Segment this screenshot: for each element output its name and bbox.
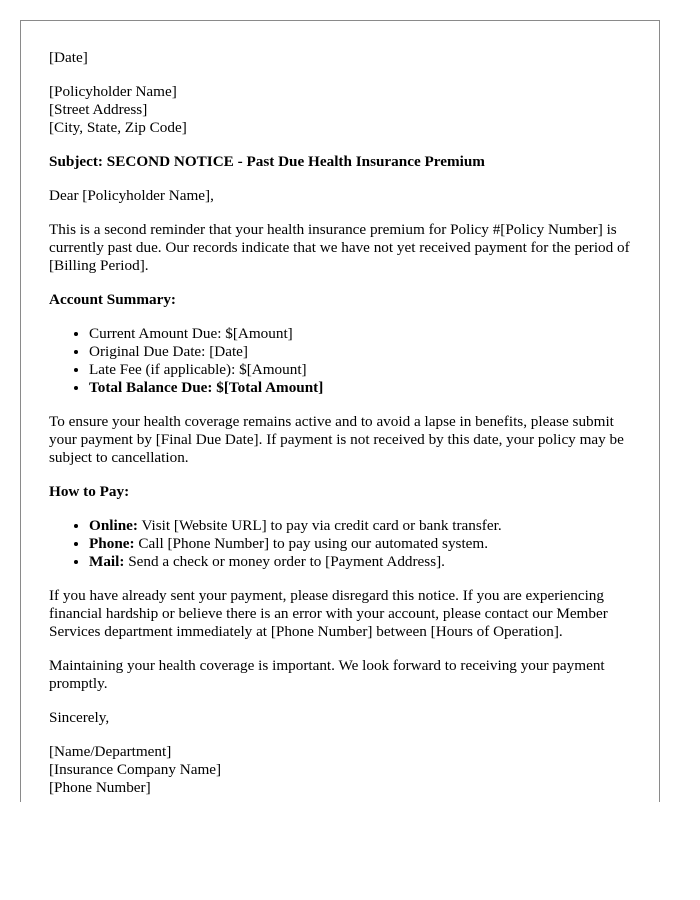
payment-method-label: Online: (89, 517, 138, 534)
salutation: Dear [Policyholder Name], (49, 187, 214, 204)
payment-method-phone (89, 535, 639, 553)
payment-method-text: Visit [Website URL] to pay via credit card or bank transfer. (137, 517, 502, 534)
list-item-late-fee: • Late Fee (if applicable): $[Amount] (89, 361, 639, 379)
signature-name: [Name/Department] (49, 743, 172, 760)
recipient-city-state-zip: [City, State, Zip Code] (49, 119, 187, 136)
payment-method-online (89, 517, 639, 535)
list-item-current-amount: • Current Amount Due: $[Amount] (89, 325, 639, 343)
recipient-street: [Street Address] (49, 101, 148, 118)
list-item-original-due-date: • Original Due Date: [Date] (89, 343, 639, 361)
disregard-paragraph: If you have already sent your payment, please disregard this notice. If you are experiencing financial hardship or believe there is an error with your account, please contact our Member Services department immediately at [Phone Number] between [Hours of Operation]. (49, 587, 608, 640)
intro-paragraph: This is a second reminder that your health insurance premium for Policy #[Policy Number] is currently past due. Our records indicate that we have not yet received payment for the period of [Billing Period]. (49, 221, 630, 274)
payment-method-text: Send a check or money order to [Payment Address]. (124, 553, 445, 570)
account-summary-heading: Account Summary: (49, 291, 176, 308)
signoff: Sincerely, (49, 709, 110, 726)
signature-block (49, 743, 639, 797)
how-to-pay-heading: How to Pay: (49, 483, 130, 500)
letter-date: [Date] (49, 49, 88, 66)
account-summary-list (49, 325, 639, 397)
letter-subject: Subject: SECOND NOTICE - Past Due Health Insurance Premium (49, 153, 485, 170)
payment-methods-list (49, 517, 639, 571)
signature-phone: [Phone Number] (49, 779, 151, 796)
list-item-total-balance: • Total Balance Due: $[Total Amount] (89, 379, 639, 397)
signature-company: [Insurance Company Name] (49, 761, 222, 778)
letter-page (20, 20, 660, 802)
payment-method-label: Phone: (89, 535, 135, 552)
closing-paragraph: Maintaining your health coverage is important. We look forward to receiving your payment promptly. (49, 657, 605, 692)
payment-method-label: Mail: (89, 553, 125, 570)
payment-method-mail (89, 553, 639, 571)
letter-body (49, 49, 639, 802)
recipient-address (49, 83, 639, 137)
recipient-name: [Policyholder Name] (49, 83, 177, 100)
payment-method-text: Call [Phone Number] to pay using our automated system. (134, 535, 489, 552)
coverage-paragraph: To ensure your health coverage remains active and to avoid a lapse in benefits, please submit your payment by [Final Due Date]. If payment is not received by this date, your policy may be subject to cancellation. (49, 413, 624, 466)
